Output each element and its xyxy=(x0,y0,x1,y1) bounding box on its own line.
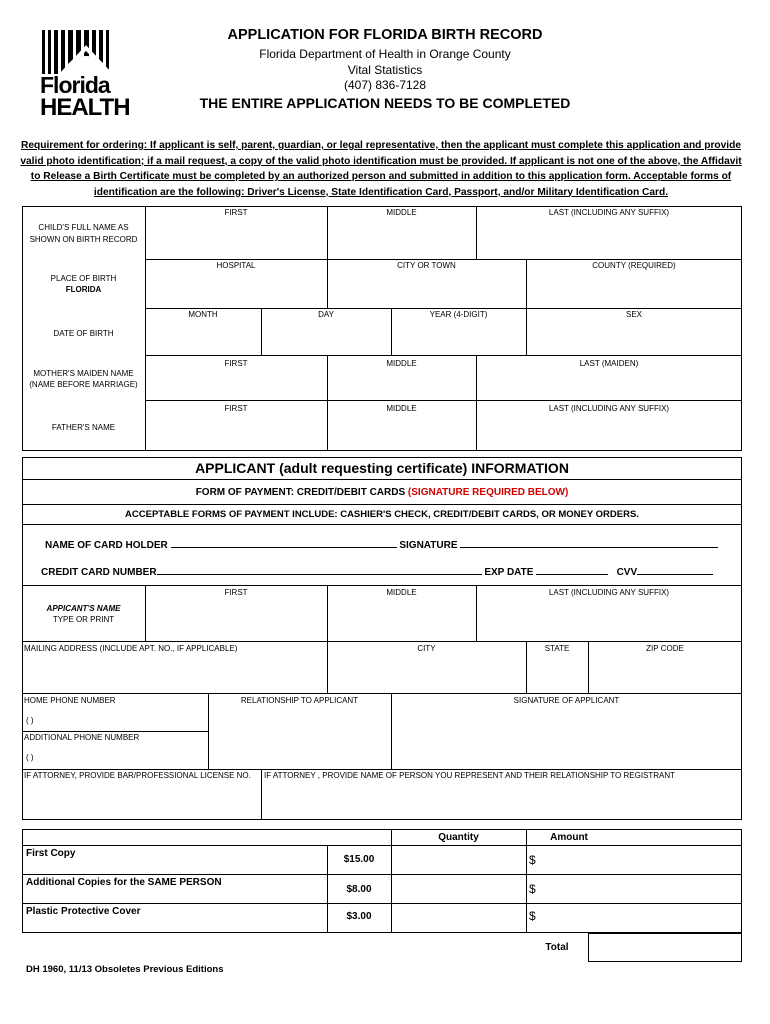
child-last-field[interactable]: LAST (INCLUDING ANY SUFFIX) xyxy=(548,208,670,217)
additional-phone-field[interactable]: ADDITIONAL PHONE NUMBER xyxy=(24,733,140,742)
place-state: FLORIDA xyxy=(65,285,102,294)
card-holder-label: NAME OF CARD HOLDER xyxy=(45,540,168,551)
home-phone-field[interactable]: HOME PHONE NUMBER xyxy=(24,696,116,705)
fee-amount-protective-cover[interactable]: $ xyxy=(529,909,536,923)
requirement-text: Requirement for ordering: If applicant is self, parent, guardian, or legal representative, then the applicant must complete this application and provide valid photo identification; if a mail request, a copy of the valid photo identification must be provided. If applicant is not one of the above, the Affidavit to Release a Birth Certificate must be completed by an authorized person and submitted in addition to this application form. Acceptable forms of identification are the following: Driver's License, State Identification Card, Passport, and/or Military Identification Card. xyxy=(20,140,742,198)
mother-label-1: MOTHER'S MAIDEN NAME xyxy=(33,369,134,378)
applicant-title: APPLICANT (adult requesting certificate) INFORMATION xyxy=(195,460,569,476)
hospital-field[interactable]: HOSPITAL xyxy=(216,261,256,270)
fee-item-first-copy: First Copy xyxy=(26,848,76,859)
city-field[interactable]: CITY OR TOWN xyxy=(397,261,456,270)
card-number-input[interactable] xyxy=(157,565,482,575)
applicant-name-label: APPICANT'S NAME xyxy=(46,604,121,613)
signature-required-notice: (SIGNATURE REQUIRED BELOW) xyxy=(407,487,569,498)
cvv-input[interactable] xyxy=(637,565,713,575)
payment-form xyxy=(22,487,742,498)
signature-label: SIGNATURE xyxy=(399,540,458,551)
quantity-header: Quantity xyxy=(438,832,479,843)
form-footer: DH 1960, 11/13 Obsoletes Previous Editions xyxy=(26,964,224,975)
fee-amount-additional-copies[interactable]: $ xyxy=(529,882,536,896)
form-title: APPLICATION FOR FLORIDA BIRTH RECORD xyxy=(227,27,543,43)
attorney-represent-field[interactable]: IF ATTORNEY , PROVIDE NAME OF PERSON YOU REPRESENT AND THEIR RELATIONSHIP TO REGISTRANT xyxy=(264,771,676,780)
total-input[interactable] xyxy=(588,933,742,962)
exp-date-label: EXP DATE xyxy=(484,567,534,578)
place-of-birth-label: PLACE OF BIRTH xyxy=(50,274,117,283)
fee-price-protective-cover: $3.00 xyxy=(346,911,372,922)
attorney-license-field[interactable]: IF ATTORNEY, PROVIDE BAR/PROFESSIONAL LICENSE NO. xyxy=(24,771,251,780)
home-phone-parens: ( ) xyxy=(26,716,34,725)
mother-first-field[interactable]: FIRST xyxy=(224,359,248,368)
child-name-label-2: SHOWN ON BIRTH RECORD xyxy=(29,235,138,244)
date-of-birth-label: DATE OF BIRTH xyxy=(53,329,114,338)
office-phone: (407) 836-7128 xyxy=(343,78,427,92)
fee-price-first-copy: $15.00 xyxy=(343,854,375,865)
total-label: Total xyxy=(545,942,569,953)
mother-last-field[interactable]: LAST (MAIDEN) xyxy=(579,359,639,368)
dob-month-field[interactable]: MONTH xyxy=(188,310,218,319)
applicant-first-field[interactable]: FIRST xyxy=(224,588,248,597)
vital-statistics: Vital Statistics xyxy=(347,63,423,77)
card-holder-input[interactable] xyxy=(171,538,397,548)
payment-form-text: FORM OF PAYMENT: CREDIT/DEBIT CARDS xyxy=(195,487,406,498)
father-first-field[interactable]: FIRST xyxy=(224,404,248,413)
card-holder-row xyxy=(45,538,718,551)
sex-field[interactable]: SEX xyxy=(625,310,642,319)
acceptable-payments: ACCEPTABLE FORMS OF PAYMENT INCLUDE: CASHIER'S CHECK, CREDIT/DEBIT CARDS, OR MONEY ORDERS. xyxy=(125,509,639,520)
exp-date-input[interactable] xyxy=(536,565,608,575)
card-number-label: CREDIT CARD NUMBER xyxy=(41,567,157,578)
additional-phone-parens: ( ) xyxy=(26,753,34,762)
relationship-field[interactable]: RELATIONSHIP TO APPLICANT xyxy=(240,696,359,705)
fee-item-protective-cover: Plastic Protective Cover xyxy=(26,906,141,917)
child-middle-field[interactable]: MIDDLE xyxy=(386,208,417,217)
applicant-city-field[interactable]: CITY xyxy=(417,644,436,653)
fee-price-additional-copies: $8.00 xyxy=(346,884,372,895)
father-middle-field[interactable]: MIDDLE xyxy=(386,404,417,413)
complete-notice: THE ENTIRE APPLICATION NEEDS TO BE COMPLETED xyxy=(199,95,571,111)
dob-day-field[interactable]: DAY xyxy=(318,310,334,319)
amount-header: Amount xyxy=(550,832,588,843)
child-name-label-1: CHILD'S FULL NAME AS xyxy=(38,223,129,232)
logo-text-florida: Florida xyxy=(40,72,110,98)
dob-year-field[interactable]: YEAR (4-DIGIT) xyxy=(429,310,488,319)
child-first-field[interactable]: FIRST xyxy=(224,208,248,217)
father-last-field[interactable]: LAST (INCLUDING ANY SUFFIX) xyxy=(548,404,670,413)
department-name: Florida Department of Health in Orange County xyxy=(259,47,511,61)
applicant-signature-field[interactable]: SIGNATURE OF APPLICANT xyxy=(513,696,620,705)
card-number-row xyxy=(41,565,713,578)
cvv-label: CVV xyxy=(616,567,638,578)
fee-item-additional-copies: Additional Copies for the SAME PERSON xyxy=(26,877,222,888)
applicant-middle-field[interactable]: MIDDLE xyxy=(386,588,417,597)
father-label: FATHER'S NAME xyxy=(51,423,116,432)
fee-amount-first-copy[interactable]: $ xyxy=(529,853,536,867)
mother-label-2: (NAME BEFORE MARRIAGE) xyxy=(29,380,138,389)
applicant-name-sublabel: TYPE OR PRINT xyxy=(52,615,115,624)
logo-text-health: HEALTH xyxy=(40,94,130,121)
signature-input[interactable] xyxy=(460,538,718,548)
mailing-address-field[interactable]: MAILING ADDRESS (INCLUDE APT. NO., IF APPLICABLE) xyxy=(24,644,238,653)
zip-code-field[interactable]: ZIP CODE xyxy=(646,644,684,653)
applicant-state-field[interactable]: STATE xyxy=(544,644,570,653)
mother-middle-field[interactable]: MIDDLE xyxy=(386,359,417,368)
applicant-last-field[interactable]: LAST (INCLUDING ANY SUFFIX) xyxy=(548,588,670,597)
county-field[interactable]: COUNTY (REQUIRED) xyxy=(592,261,676,270)
